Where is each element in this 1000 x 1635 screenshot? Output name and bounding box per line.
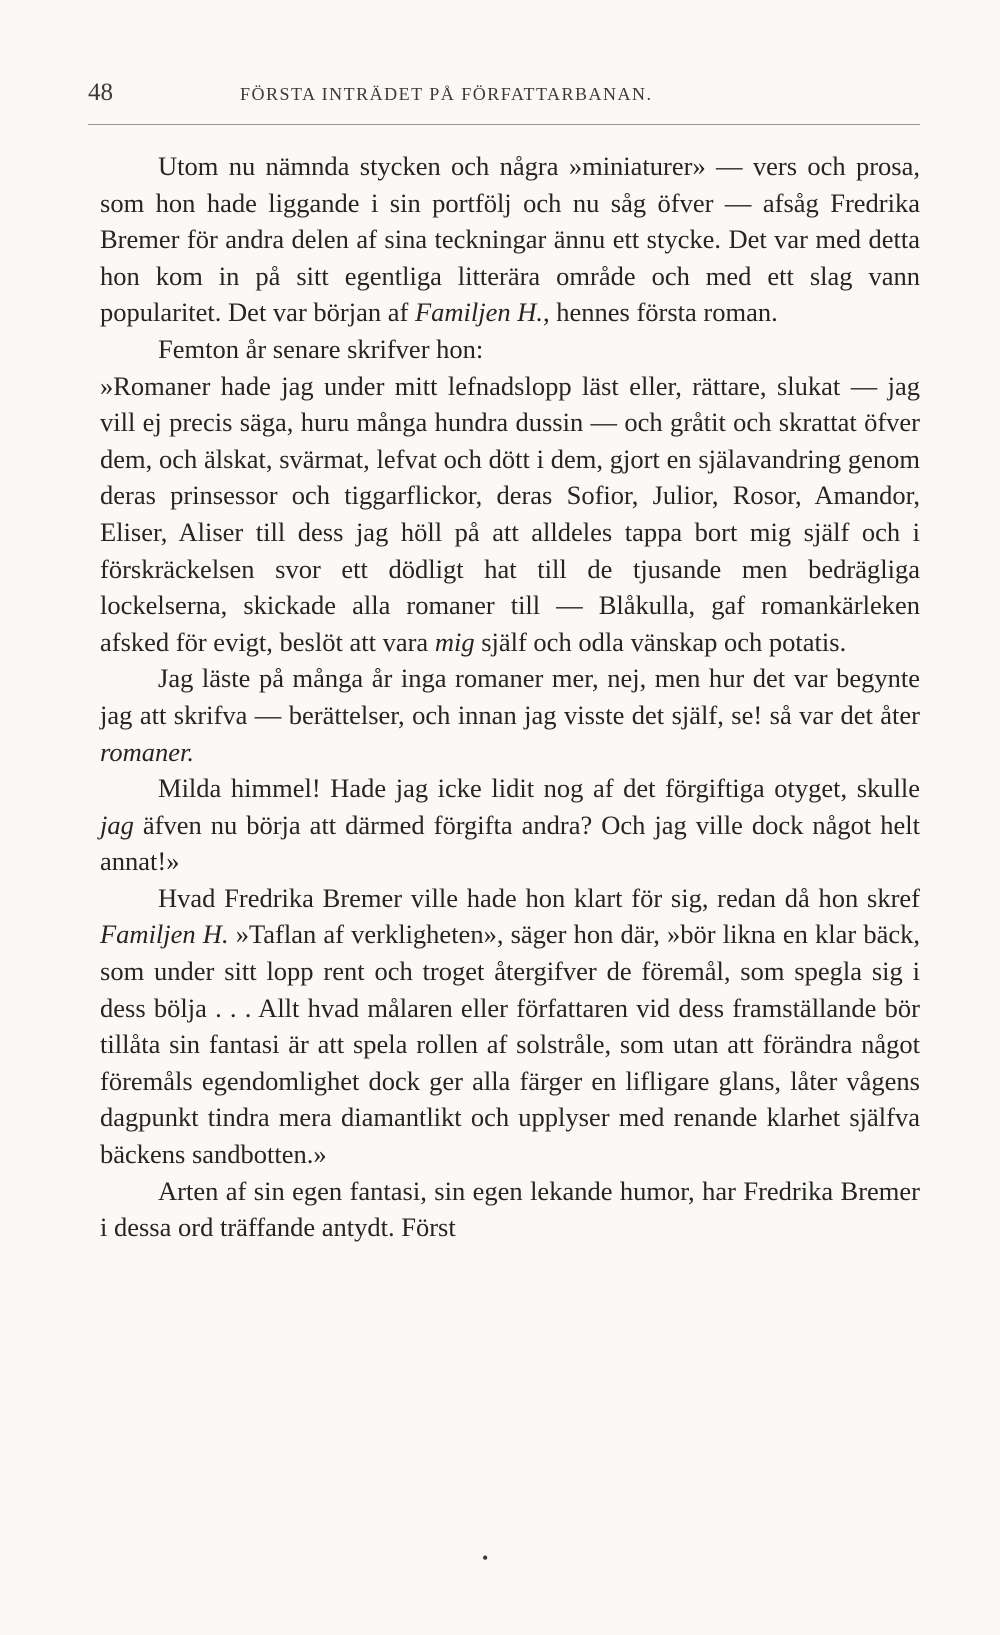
paragraph: Milda himmel! Hade jag icke lidit nog af det förgiftiga otyget, skulle jag äfven nu börja att därmed förgifta andra? Och jag ville dock något helt annat!» — [100, 773, 920, 877]
paragraph: Utom nu nämnda stycken och några »miniaturer» — vers och prosa, som hon hade liggande i sin portfölj och nu såg öfver — afsåg Fredrika Bremer för andra delen af sina teckningar ännu ett stycke. Det var med detta hon kom in på sitt egentliga litterära område och med ett slag vann popularitet. Det var början af Familjen H., hennes första roman. — [100, 151, 920, 328]
header-rule — [88, 124, 920, 125]
paragraph: Hvad Fredrika Bremer ville hade hon klart för sig, redan då hon skref Familjen H. »Taflan af verkligheten», säger hon där, »bör likna en klar bäck, som under sitt lopp rent och troget återgifver de föremål, som spegla sig i dess bölja . . . Allt hvad målaren eller författaren vid dess framställande bör tillåta sin fantasi är att spela rollen af solstråle, som utan att förändra något föremåls egendomlighet dock ger alla färger en lifligare glans, låter vågens dagpunkt tindra mera diamantlikt och upplyser med renande klarhet själfva bäckens sandbotten.» — [100, 882, 920, 1170]
body-text — [100, 148, 920, 1246]
paragraph: Arten af sin egen fantasi, sin egen lekande humor, har Fredrika Bremer i dessa ord träffande antydt. Först — [100, 1175, 920, 1243]
paragraph: »Romaner hade jag under mitt lefnadslopp läst eller, rättare, slukat — jag vill ej precis säga, huru många hundra dussin — och gråtit och skrattat öfver dem, och älskat, svärmat, lefvat och dött i dem, gjort en själavandring genom deras prinsessor och tiggarflickor, deras Sofior, Julior, Rosor, Amandor, Eliser, Aliser till dess jag höll på att alldeles tappa bort mig själf och i förskräckelsen svor ett dödligt hat till de tjusande men bedrägliga lockelserna, skickade alla romaner till — Blåkulla, gaf romankärleken afsked för evigt, beslöt att vara mig själf och odla vänskap och potatis. — [100, 370, 920, 657]
signature-mark: • — [482, 1548, 489, 1568]
running-head — [88, 78, 920, 108]
paragraph: Jag läste på många år inga romaner mer, nej, men hur det var begynte jag att skrifva — berättelser, och innan jag visste det själf, se! så var det åter romaner. — [100, 663, 920, 767]
running-title: FÖRSTA INTRÄDET PÅ FÖRFATTARBANAN. — [240, 84, 653, 104]
paragraph: Femton år senare skrifver hon: — [158, 333, 484, 364]
page-number: 48 — [88, 79, 113, 106]
